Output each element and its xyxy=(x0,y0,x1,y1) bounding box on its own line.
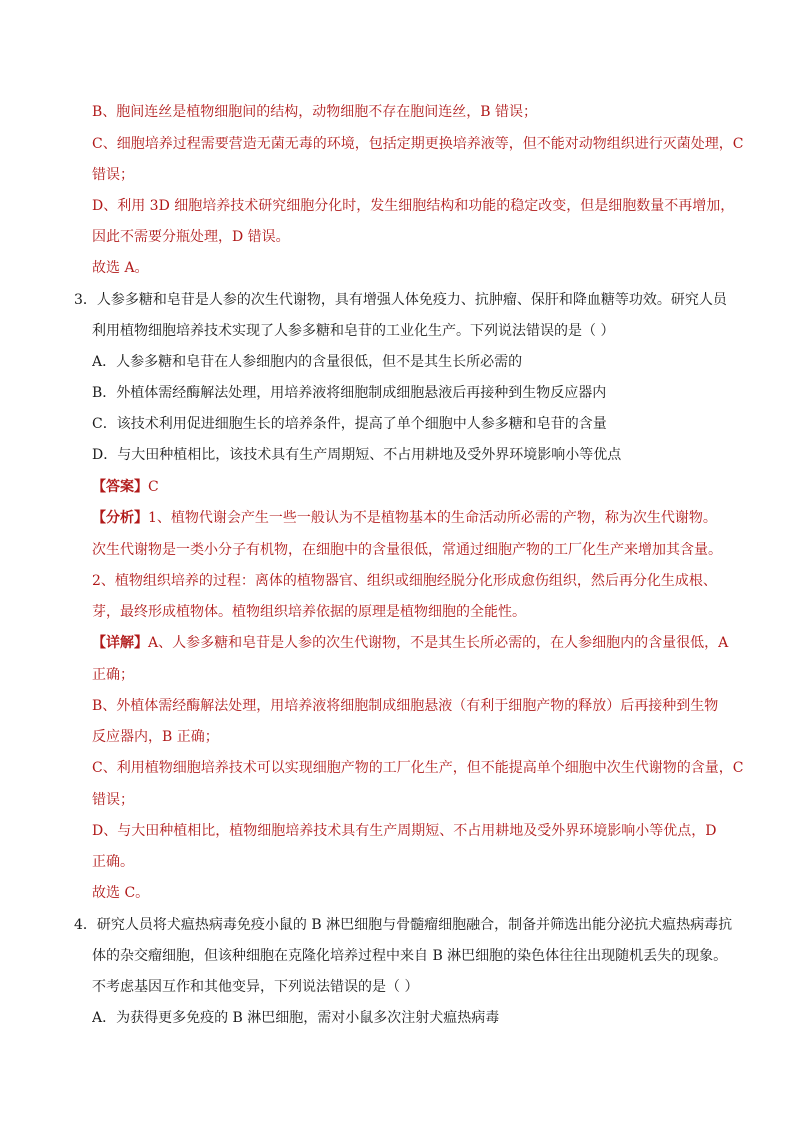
question-4-option-a: A．为获得更多免疫的 B 淋巴细胞，需对小鼠多次注射犬瘟热病毒 xyxy=(92,1010,500,1026)
analysis-line-c: C、细胞培养过程需要营造无菌无毒的环境，包括定期更换培养液等，但不能对动物组织进行灭菌处理，C xyxy=(92,136,744,152)
analysis-line-3: 2、植物组织培养的过程：离体的植物器官、组织或细胞经脱分化形成愈伤组织，然后再分化生成根、 xyxy=(92,573,717,589)
detail-header-line xyxy=(92,633,752,653)
analysis-line-c-cont: 错误； xyxy=(92,167,134,183)
question-3-option-c: C．该技术利用促进细胞生长的培养条件，提高了单个细胞中人参多糖和皂苷的含量 xyxy=(92,416,607,432)
analysis-line-b: B、胞间连丝是植物细胞间的结构，动物细胞不存在胞间连丝，B 错误； xyxy=(92,104,538,120)
detail-line-d: D、与大田种植相比，植物细胞培养技术具有生产周期短、不占用耕地及受外界环境影响小等优点，D xyxy=(92,823,717,839)
answer-value: C xyxy=(148,479,159,495)
answer-line xyxy=(92,477,752,497)
detail-line-d-cont: 正确。 xyxy=(92,854,134,870)
question-4-stem-cont2: 不考虑基因互作和其他变异，下列说法错误的是（ ） xyxy=(92,979,419,995)
analysis-line-4: 芽，最终形成植物体。植物组织培养依据的原理是植物细胞的全能性。 xyxy=(92,604,526,620)
detail-tag: 【详解】 xyxy=(92,635,148,651)
analysis-line-d-cont: 因此不需要分瓶处理，D 错误。 xyxy=(92,229,290,245)
detail-line-a-cont: 正确； xyxy=(92,667,134,683)
question-3-option-d: D．与大田种植相比，该技术具有生产周期短、不占用耕地及受外界环境影响小等优点 xyxy=(92,447,622,463)
question-4-stem: 4．研究人员将犬瘟热病毒免疫小鼠的 B 淋巴细胞与骨髓瘤细胞融合，制备并筛选出能分泌抗犬瘟热病毒抗 xyxy=(74,917,733,933)
detail-answer-line: 故选 C。 xyxy=(92,885,150,901)
detail-line-b: B、外植体需经酶解法处理，用培养液将细胞制成细胞悬液（有利于细胞产物的释放）后再接种到生物 xyxy=(92,698,719,714)
analysis-tag: 【分析】 xyxy=(92,510,148,526)
detail-line-c-cont: 错误； xyxy=(92,792,134,808)
detail-text: A、人参多糖和皂苷是人参的次生代谢物，不是其生长所必需的，在人参细胞内的含量很低，A xyxy=(148,635,729,651)
question-3-option-b: B．外植体需经酶解法处理，用培养液将细胞制成细胞悬液后再接种到生物反应器内 xyxy=(92,385,607,401)
analysis-header-line xyxy=(92,508,752,528)
question-3-stem: 3．人参多糖和皂苷是人参的次生代谢物，具有增强人体免疫力、抗肿瘤、保肝和降血糖等功效。研究人员 xyxy=(74,292,727,308)
detail-line-c: C、利用植物细胞培养技术可以实现细胞产物的工厂化生产，但不能提高单个细胞中次生代谢物的含量，C xyxy=(92,760,744,776)
question-3-option-a: A．人参多糖和皂苷在人参细胞内的含量很低，但不是其生长所必需的 xyxy=(92,354,523,370)
question-4-stem-cont: 体的杂交瘤细胞，但该种细胞在克隆化培养过程中来自 B 淋巴细胞的染色体往往出现随机丢失的现象。 xyxy=(92,948,728,964)
analysis-line-2: 次生代谢物是一类小分子有机物，在细胞中的含量很低，常通过细胞产物的工厂化生产来增加其含量。 xyxy=(92,542,722,558)
analysis-text: 1、植物代谢会产生一些一般认为不是植物基本的生命活动所必需的产物，称为次生代谢物。 xyxy=(148,510,717,526)
question-3-stem-cont: 利用植物细胞培养技术实现了人参多糖和皂苷的工业化生产。下列说法错误的是（ ） xyxy=(92,323,615,339)
detail-line-b-cont: 反应器内，B 正确； xyxy=(92,729,219,745)
answer-tag: 【答案】 xyxy=(92,479,148,495)
analysis-line-d: D、利用 3D 细胞培养技术研究细胞分化时，发生细胞结构和功能的稳定改变，但是细胞数量不再增加， xyxy=(92,198,735,214)
answer-choice-line: 故选 A。 xyxy=(92,260,149,276)
